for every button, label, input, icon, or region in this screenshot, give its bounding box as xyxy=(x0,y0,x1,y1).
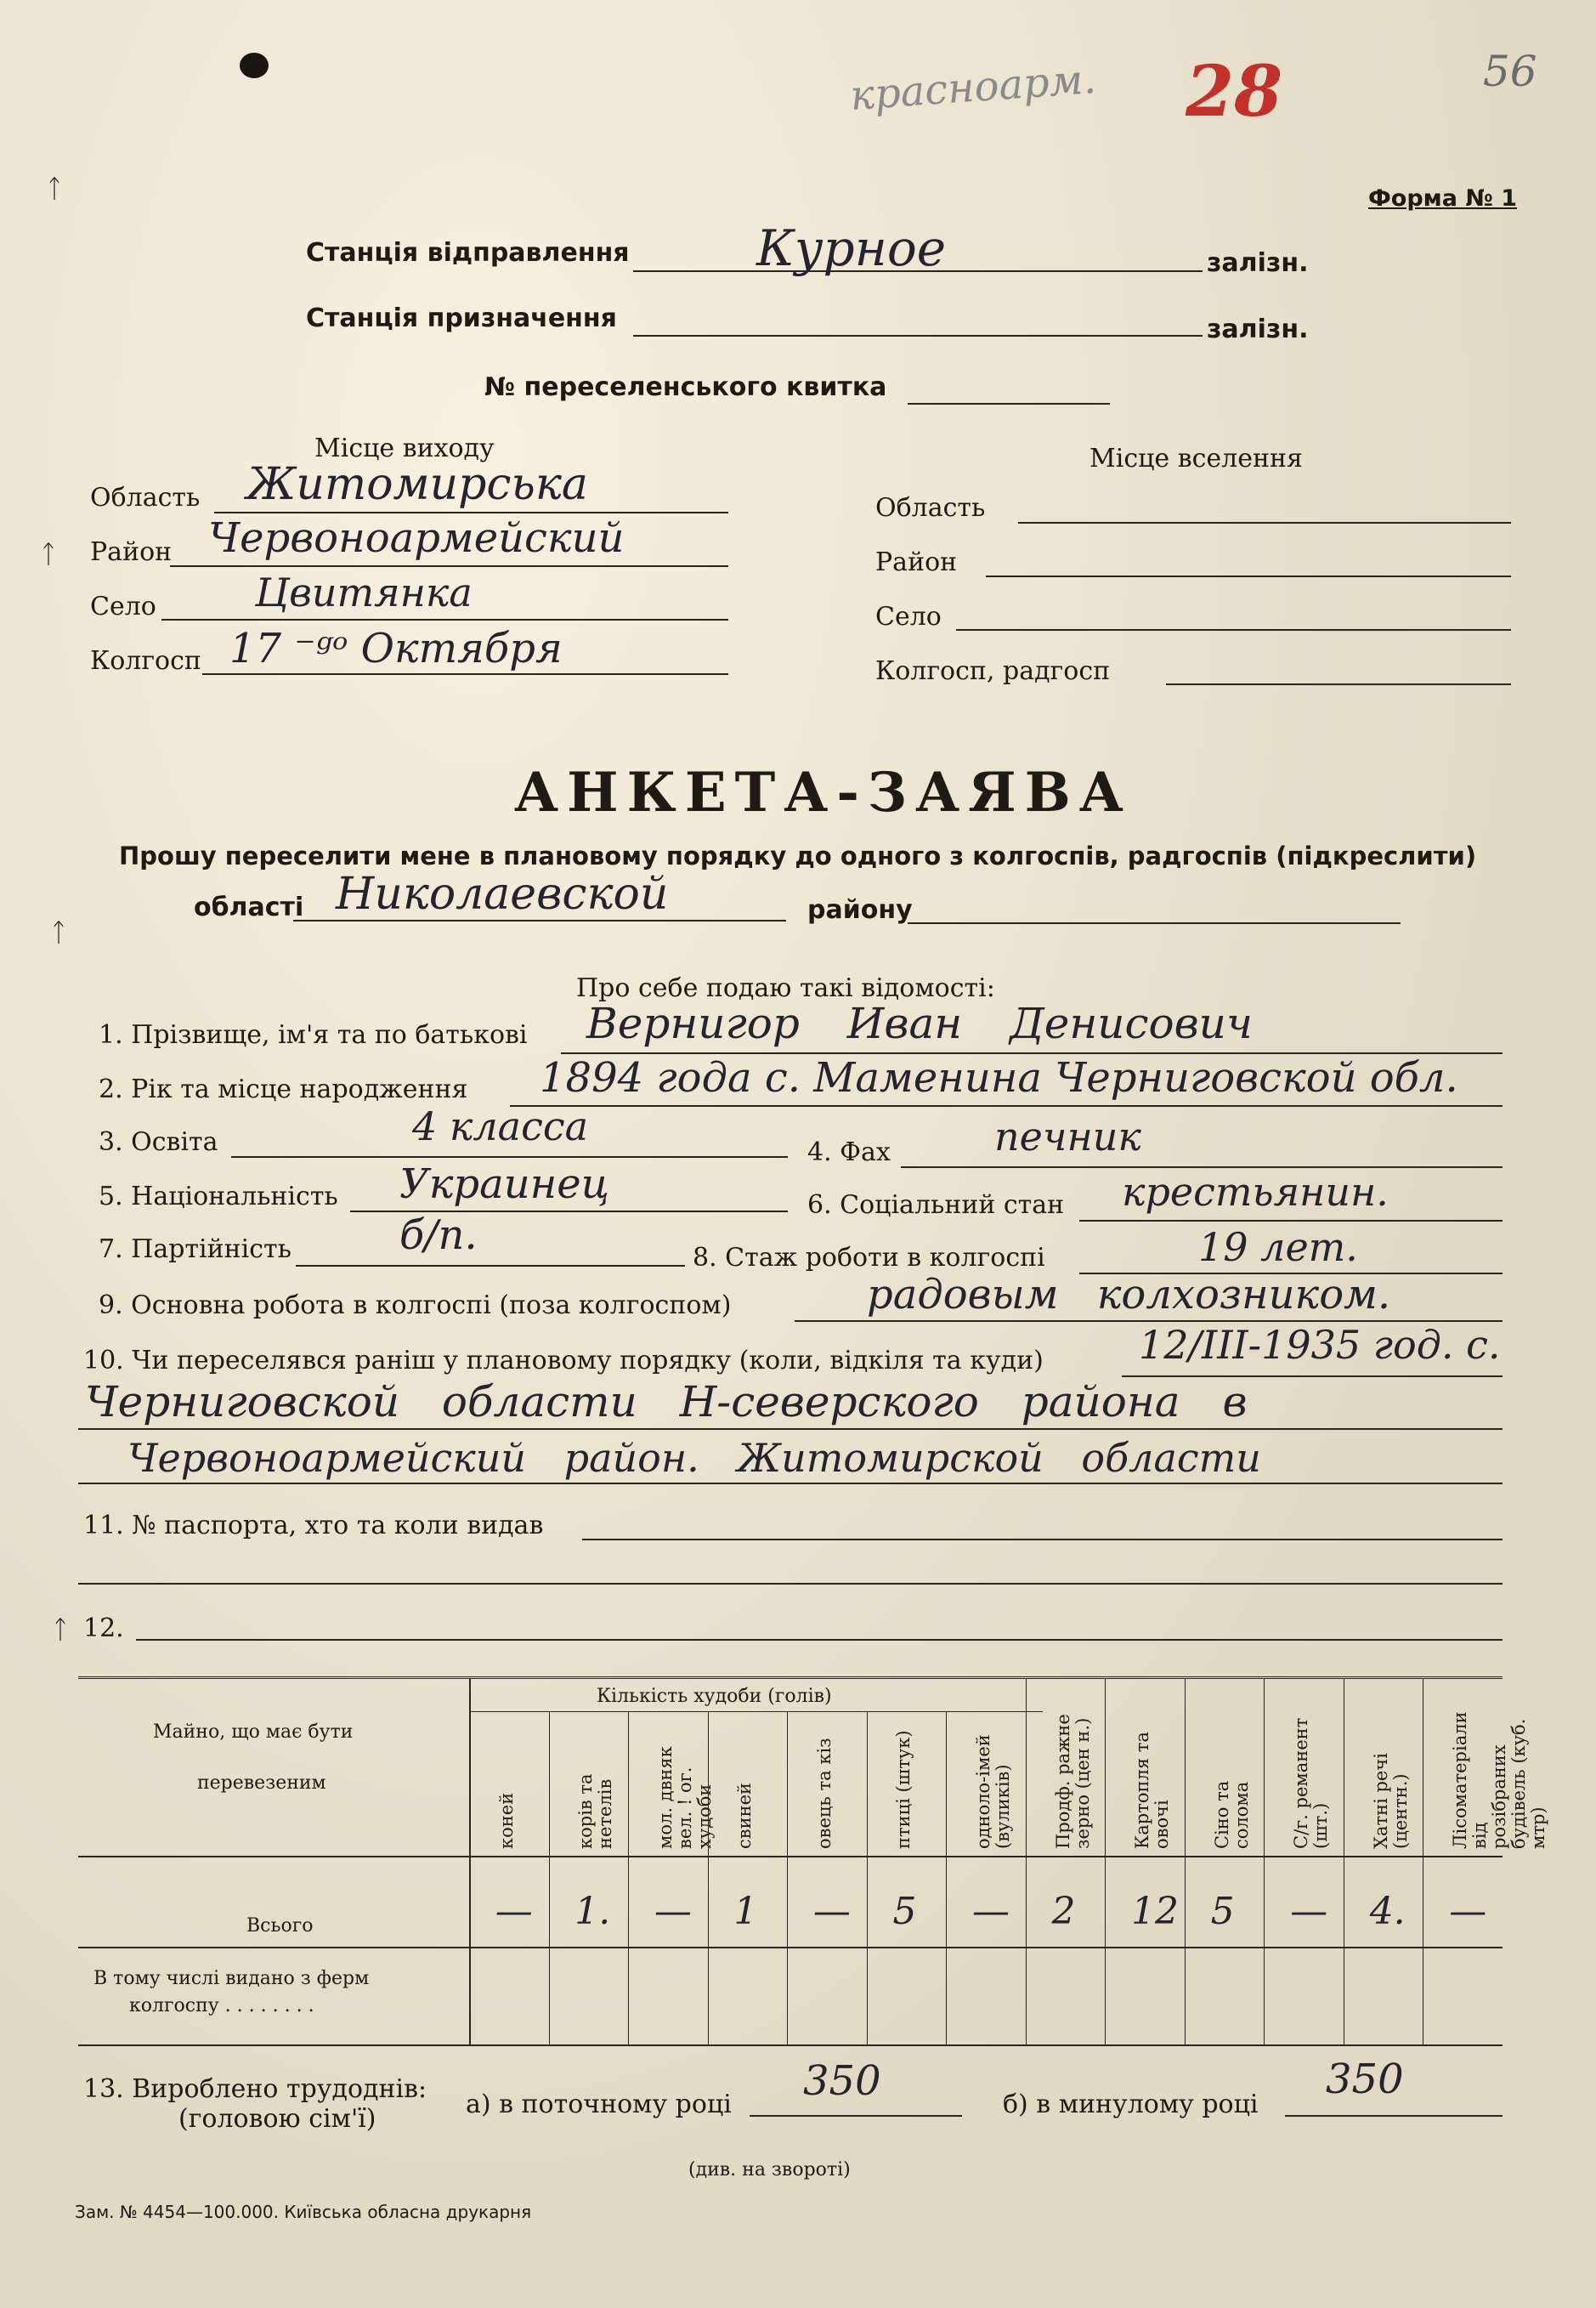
request-rayon-label: району xyxy=(807,895,913,925)
f11-line-1 xyxy=(582,1539,1503,1540)
origin-selo-value: Цвитянка xyxy=(255,570,473,615)
f3-label: 3. Освіта xyxy=(99,1127,218,1157)
f6-label: 6. Соціальний стан xyxy=(807,1190,1065,1220)
column-header: Хатні речі (центн.) xyxy=(1370,1753,1411,1849)
destination-rail-suffix: залізн. xyxy=(1207,315,1309,344)
settlement-selo-line xyxy=(956,629,1511,631)
f3-value: 4 класса xyxy=(412,1103,589,1149)
f4-label: 4. Фах xyxy=(807,1137,891,1167)
f5-label: 5. Національність xyxy=(99,1182,338,1211)
column-header: Продф. ражне зерно (цен н.) xyxy=(1052,1714,1093,1849)
f7-label: 7. Партійність xyxy=(99,1234,291,1264)
workdays-previous-value: 350 xyxy=(1326,2056,1404,2103)
red-file-number: 28 xyxy=(1186,51,1283,133)
ticket-label: № переселенського квитка xyxy=(484,372,887,402)
column-header: одноло-імей (вуликів) xyxy=(973,1734,1013,1849)
f11-label: 11. № паспорта, хто та коли видав xyxy=(83,1511,544,1540)
f8-label: 8. Стаж роботи в колгоспі xyxy=(693,1243,1045,1273)
origin-selo-line xyxy=(161,619,728,621)
request-oblast-value: Николаевской xyxy=(336,869,669,920)
incl-label-1: В тому числі видано з ферм xyxy=(93,1968,370,1989)
f2-value: 1894 года с. Маменина Черниговской обл. xyxy=(540,1054,1458,1102)
column-header: овець та кіз xyxy=(813,1738,835,1849)
total-cell: 1 xyxy=(733,1890,758,1933)
incl-label-2: колгоспу . . . . . . . . xyxy=(129,1995,314,2016)
total-cell: — xyxy=(812,1890,851,1933)
f3-line xyxy=(231,1156,788,1158)
origin-oblast-line xyxy=(214,512,728,513)
workdays-previous-line xyxy=(1285,2115,1503,2117)
column-header: С/г. реманент (шт.) xyxy=(1291,1717,1332,1849)
total-cell: — xyxy=(972,1890,1010,1933)
sheet-number: 56 xyxy=(1483,47,1537,96)
origin-selo-label: Село xyxy=(90,592,156,621)
table-divider xyxy=(1105,1679,1106,2044)
settlement-rayon-label: Район xyxy=(875,547,958,577)
f1-label: 1. Прізвище, ім'я та по батькові xyxy=(99,1020,528,1050)
settlement-heading: Місце вселення xyxy=(1089,444,1303,474)
f1-value: Вернигор Иван Денисович xyxy=(586,999,1253,1048)
ticket-line xyxy=(908,403,1110,405)
pencil-annotation: красноарм. xyxy=(848,54,1098,121)
f9-label: 9. Основна робота в колгоспі (поза колгоспом) xyxy=(99,1290,732,1320)
total-cell: — xyxy=(495,1890,533,1933)
margin-mark: ᛏ xyxy=(41,540,56,570)
printer-imprint: Зам. № 4454—100.000. Київська обласна друкарня xyxy=(75,2202,532,2222)
table-divider xyxy=(549,1711,550,2044)
f12-label: 12. xyxy=(83,1613,124,1643)
table-header-rule xyxy=(78,1856,1503,1857)
settlement-selo-label: Село xyxy=(875,602,942,632)
property-table xyxy=(78,1676,1549,2046)
table-divider xyxy=(628,1711,629,2044)
column-header: мол. двняк вел. ! ог. худоби xyxy=(654,1746,715,1849)
origin-rayon-line xyxy=(170,565,728,567)
info-heading: Про себе подаю такі відомості: xyxy=(576,973,995,1003)
workdays-sub: (головою сім'ї) xyxy=(178,2104,376,2134)
reverse-note: (див. на звороті) xyxy=(688,2159,851,2180)
settlement-oblast-label: Область xyxy=(875,493,986,523)
table-divider xyxy=(1185,1679,1186,2044)
f10-value-2: Черниговской области Н-северского района в xyxy=(85,1377,1248,1426)
origin-heading: Місце виходу xyxy=(314,434,495,463)
column-header: свиней xyxy=(734,1782,756,1849)
column-header: птиці (штук) xyxy=(893,1730,914,1849)
origin-rayon-label: Район xyxy=(90,537,173,567)
total-cell: 5 xyxy=(1210,1890,1235,1933)
total-cell: — xyxy=(654,1890,692,1933)
f6-value: крестьянин. xyxy=(1122,1169,1389,1215)
table-total-rule xyxy=(78,1947,1503,1948)
f7-value: б/п. xyxy=(399,1211,478,1259)
request-oblast-line xyxy=(293,920,786,921)
departure-rail-suffix: залізн. xyxy=(1207,248,1309,278)
form-title: АНКЕТА-ЗАЯВА xyxy=(514,761,1132,825)
request-oblast-label: області xyxy=(194,893,304,922)
f2-label: 2. Рік та місце народження xyxy=(99,1075,468,1104)
total-cell: — xyxy=(1449,1890,1487,1933)
workdays-current-line xyxy=(750,2115,962,2117)
margin-mark: ᛏ xyxy=(51,918,66,948)
workdays-label: 13. Вироблено трудоднів: xyxy=(83,2074,427,2104)
table-divider xyxy=(1026,1679,1027,2044)
destination-label: Станція призначення xyxy=(306,303,617,333)
property-header-1: Майно, що має бути xyxy=(153,1721,354,1743)
origin-oblast-label: Область xyxy=(90,483,201,513)
margin-mark: ᛏ xyxy=(47,174,62,204)
total-cell: — xyxy=(1290,1890,1328,1933)
column-header: Сіно та солома xyxy=(1211,1780,1252,1849)
table-divider xyxy=(787,1711,788,2044)
f11-line-2 xyxy=(78,1583,1503,1585)
table-divider xyxy=(946,1711,947,2044)
punch-hole xyxy=(240,53,269,78)
settlement-kolhosp-line xyxy=(1166,683,1511,685)
total-cell: 2 xyxy=(1051,1890,1076,1933)
workdays-current-value: 350 xyxy=(803,2057,881,2105)
destination-line xyxy=(633,335,1203,337)
workdays-current-label: а) в поточному році xyxy=(466,2090,732,2119)
column-header: Картопля та овочі xyxy=(1132,1732,1173,1849)
total-cell: 1. xyxy=(574,1890,611,1933)
f10-label: 10. Чи переселявся раніш у плановому порядку (коли, відкіля та куди) xyxy=(83,1346,1044,1375)
departure-label: Станція відправлення xyxy=(306,238,630,268)
origin-kolhosp-label: Колгосп xyxy=(90,646,201,676)
total-label: Всього xyxy=(246,1915,314,1937)
request-text: Прошу переселити мене в плановому порядку до одного з колгоспів, радгоспів (підкреслити) xyxy=(119,842,1477,870)
column-header: коней xyxy=(495,1792,517,1849)
table-divider xyxy=(867,1711,868,2044)
f10-value-1: 12/III-1935 год. с. xyxy=(1139,1322,1501,1368)
workdays-previous-label: б) в минулому році xyxy=(1003,2090,1259,2119)
f4-value: печник xyxy=(994,1114,1141,1160)
origin-kolhosp-line xyxy=(202,673,728,675)
f6-line xyxy=(1079,1220,1503,1222)
total-cell: 5 xyxy=(892,1890,917,1933)
f9-value: радовым колхозником. xyxy=(867,1271,1391,1318)
f4-line xyxy=(901,1166,1503,1168)
f5-value: Украинец xyxy=(399,1160,610,1208)
table-divider xyxy=(469,1679,471,2044)
f8-value: 19 лет. xyxy=(1198,1224,1358,1270)
f2-line xyxy=(510,1105,1503,1107)
table-divider xyxy=(708,1711,709,2044)
livestock-group-header: Кількість худоби (голів) xyxy=(597,1686,832,1707)
departure-value: Курное xyxy=(756,219,947,277)
request-rayon-line xyxy=(908,922,1401,924)
form-number: Форма № 1 xyxy=(1368,185,1518,212)
origin-kolhosp-value: 17 ⁻ᵍᵒ Октября xyxy=(229,625,563,672)
total-cell: 4. xyxy=(1369,1890,1406,1933)
property-header-2: перевезеним xyxy=(197,1772,326,1794)
settlement-kolhosp-label: Колгосп, радгосп xyxy=(875,656,1111,686)
margin-mark: ᛏ xyxy=(53,1615,68,1645)
f10-line-3 xyxy=(78,1483,1503,1484)
f10-line-2 xyxy=(78,1428,1503,1430)
settlement-oblast-line xyxy=(1018,522,1511,524)
origin-oblast-value: Житомирська xyxy=(246,459,588,510)
column-header: корів та нетелів xyxy=(575,1773,616,1849)
f12-line xyxy=(136,1639,1503,1641)
total-cell: 12 xyxy=(1131,1890,1180,1933)
f7-line xyxy=(296,1265,685,1267)
f10-value-3: Червоноармейский район. Житомирской области xyxy=(127,1435,1261,1481)
origin-rayon-value: Червоноармейский xyxy=(208,514,625,562)
table-divider xyxy=(1264,1679,1265,2044)
column-header: Лісоматеріали від розібраних будівель (куб. мтр) xyxy=(1450,1711,1549,1849)
livestock-group-rule xyxy=(469,1711,1043,1712)
settlement-rayon-line xyxy=(986,576,1511,577)
